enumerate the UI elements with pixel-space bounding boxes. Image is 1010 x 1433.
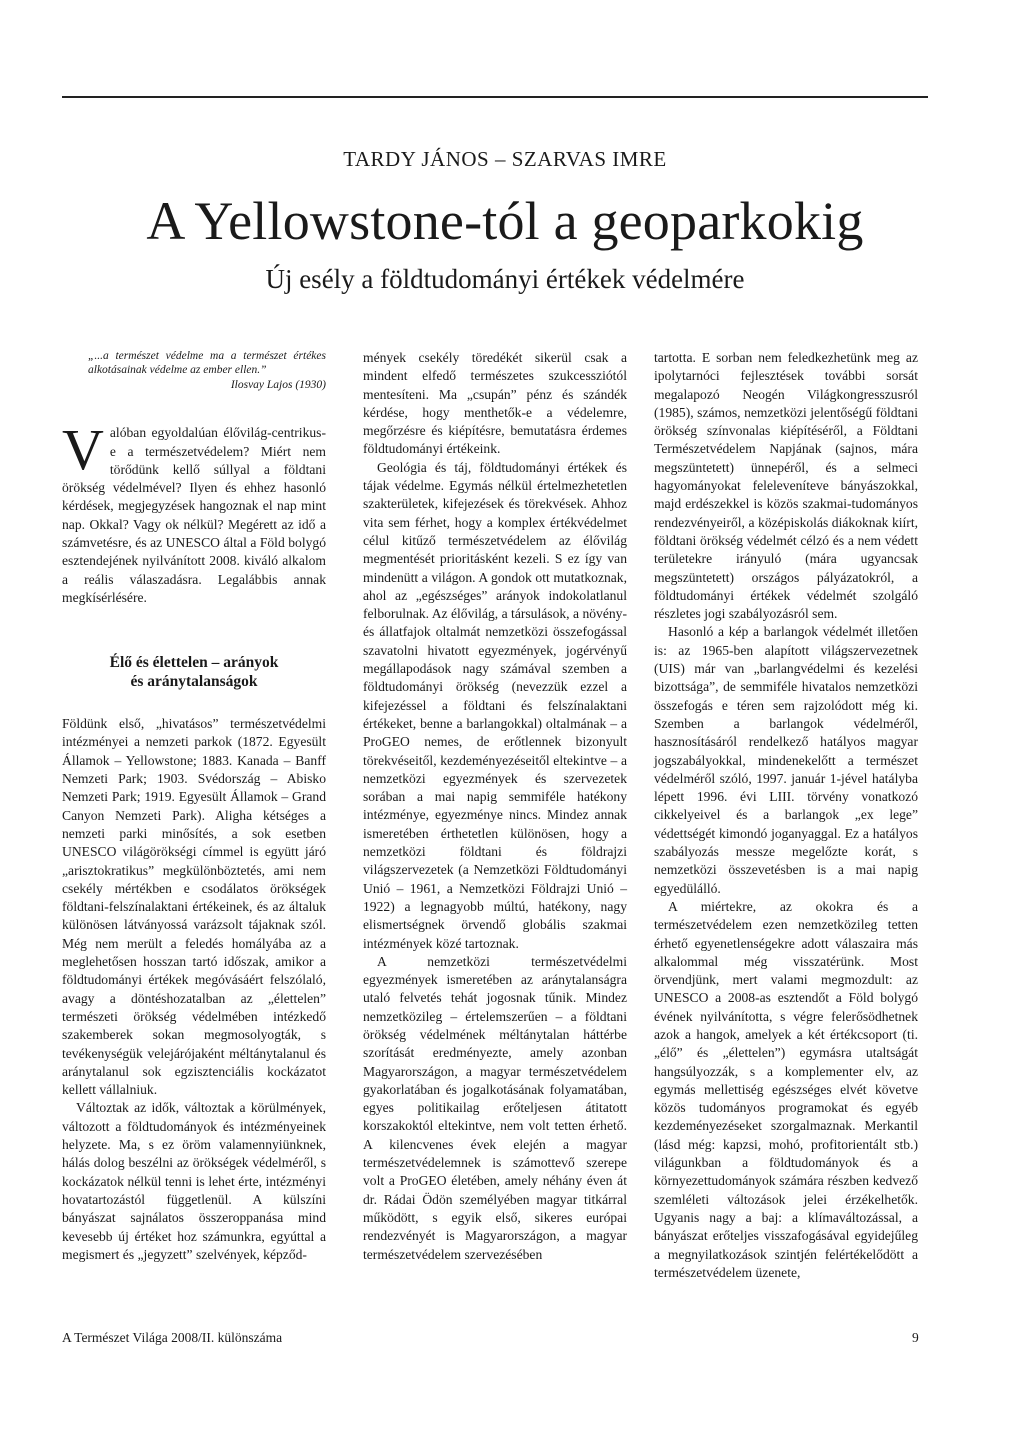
section-heading-line-1: Élő és élettelen – arányok <box>109 654 279 672</box>
section-heading <box>62 653 326 691</box>
dropcap: V <box>62 417 104 483</box>
lead-paragraph <box>62 417 326 607</box>
body-paragraph: Földünk első, „hivatásos” természetvédelmi intézményei a nemzeti parkok (1872. Egyesült Államok – Yellowstone; 1883. Kanada – Banff Nemzeti Park; 1903. Svédország – Abisko Nemzeti Park; 1919. Egyesült Államok – Grand Canyon Nemzeti Park). Aligha kétséges a nemzeti parki minősítés, a sok esetben UNESCO világörökségi címmel is együtt járó „arisztokratikus” megkülönböztetés, ami nem csekély mértékben e csodálatos örökségek földtani-felszínalaktani értékeinek, és az általuk különösen látványossá varázsolt tájaknak szól. Még nem merült a feledés homályába az a meglehetősen hosszan tartó időszak, amikor a földtudományi értékek megóvásáért felszólaló, avagy a döntéshozatalban az „élettelen” természeti örökség védelmében intézkedő szakemberek sokan megmosolyogták, s tevékenységük velejárójaként méltánytalanul és aránytalanul sok egzisztenciális kockázatot kellett vállalniuk. <box>62 716 326 1098</box>
motto <box>88 349 326 392</box>
section-heading-line-2: és aránytalanságok <box>130 673 258 691</box>
body-paragraph: Geológia és táj, földtudományi értékek és tájak védelme. Egymás nélkül értelmezhetetlen szakterületek, kifejezések és törekvések. Ahhoz vita sem férhet, hogy a komplex értékvédelmet célul kitűző természetvédelem az élővilág megmentését prioritásként kezeli. S ez így van mindenütt a világon. A gondok ott mutatkoznak, ahol az „egészséges” arányok indokolatlanul felborulnak. Az élővilág, a társulások, a növény- és állatfajok oltalmát nemzetközi összefogással szavatolni hivatott egyezmények, jogérvényű megállapodások nagy számával szemben a földtudományi örökség (nevezzük ezzel a kifejezéssel a földtani és felszínalaktani értékeket, benne a barlangokkal) oltalmának – a ProGEO nemes, de erőtlennek bizonyult törekvéseitől, kezdeményezéseitől eltekintve – a nemzetközi egyezmények és szervezetek sorában a mai napig semmiféle hatékony intézménye, egyezménye nincs. Mindez annak ismeretében érthetetlen különösen, hogy a nemzetközi földtani és földrajzi világszervezetek (a Nemzetközi Földtudományi Unió – 1961, a Nemzetközi Földrajzi Unió – 1922) a legnagyobb múltú, hatékony, nagy elismertségnek örvendő globális szakmai intézmények közé tartoznak. <box>363 459 627 951</box>
motto-author: Ilosvay Lajos (1930) <box>230 378 326 391</box>
page-number: 9 <box>912 1330 919 1345</box>
motto-text: „...a természet védelme ma a természet értékes alkotásainak védelme az ember ellen.” <box>88 350 326 377</box>
body-paragraph: mények csekély töredékét sikerül csak a mindent elfedő természetes szukcessziótól mentesíteni. Ma „csupán” pénz és szándék kérdése, hogy menthetők-e a védelemre, megőrzésre és kiépítésre, bemutatásra érdemes földtudományi értékeink. <box>363 350 627 457</box>
body-paragraph: tartotta. E sorban nem feledkezhetünk meg az ipolytarnóci fejlesztések további sorsát megalapozó Neogén Világkongresszusról (1985), számos, nemzetközi jelentőségű földtani örökség színvonalas kiépítéséről, a Földtani Természetvédelem Napjának (sajnos, mára megszüntetett) ünnepéről, és a selmeci hagyományokat feleleveníteve bányászokkal, majd erdészekkel is közös szakmai-tudományos rendezvényeiről, a középiskolás diákoknak kiírt, földtani örökség védelmét célzó és a nem védett területekre irányuló (mára ugyancsak megszüntetett) országos pályázatokról, a földtudományi értékek védelmét szolgáló részletes jogi szabályozásról sem. <box>654 350 918 622</box>
column-3 <box>654 349 918 1282</box>
article-title: A Yellowstone-tól a geoparkokig <box>146 191 864 251</box>
body-paragraph: Hasonló a kép a barlangok védelmét illetően is: az 1965-ben alapított világszervezetnek (UIS) már van „barlangvédelmi és kezelési bizottsága”, de semmiféle hivatalos nemzetközi összefogás e téren sem rajzolódott még ki. Szemben a barlangok védelméről, hasznosításáról rendelkező hatályos magyar jogszabályokkal, mindenekelőtt a természet védelméről szóló, 1997. január 1-jével hatályba lépett 1996. évi LIII. törvény vonatkozó cikkelyeivel és a barlangok „ex lege” védettségét kimondó joganyaggal. Ez a hatályos szabályozás messze megelőzte korát, s nemzetközi összevetésben is a mai napig egyedülálló. <box>654 624 918 896</box>
article-subtitle: Új esély a földtudományi értékek védelmére <box>265 264 745 294</box>
column-2 <box>363 349 627 1264</box>
body-paragraph: A miértekre, az okokra és a természetvédelem ezen nemzetközileg tetten érhető egyenetlenségekre adott válaszaira más alkalommal még visszatérünk. Most örvendjünk, mert valami megmozdult: az UNESCO a 2008-as esztendőt a Föld bolygó évének nyilvánította, s végre felerősödhetnek azok a hangok, amelyek a két értékcsoport (ti. „élő” és „élettelen”) egymásra utaltságát hangsúlyozzák, s a komplementer elv, az egymás mellettiség egészséges elvét követve közös tudományos programokat és egyéb kezdeményezéseket szorgalmaznak. Merkantil (lásd még: kapzsi, mohó, profitorientált stb.) világunkban a földtudományok és a környezettudományok számára részben kedvező szemléleti változások jelei érzékelhetők. Ugyanis nagy a baj: a klímaváltozással, a bányászat erőteljes visszafogásával egyidejűleg a megnyilatkozások szintjén felértékelődött a természetvédelem üzenete, <box>654 898 918 1280</box>
body-paragraph: Változtak az idők, változtak a körülmények, változott a földtudományok és intézményeinek helyzete. Ma, s ez öröm valamennyiünknek, hálás dolog beszélni az örökségek védelméről, s kockázatok nélkül tenni is lehet érte, intézményi hovatartozástól függetlenül. A külszíni bányászat sajnálatos összeroppanása mind kevesebb új értéket hoz számunkra, egyúttal a megismert és „jegyzett” szelvények, képződ- <box>62 1100 326 1262</box>
lead-text: alóban egyoldalúan élővilág-centrikus-e a természetvédelem? Miért nem törődünk kellő súllyal a földtani örökség védelmével? Ilyen és ehhez hasonló kérdések, megjegyzések hangoznak el nap mint nap. Okkal? Vagy ok nélkül? Megérett az idő a számvetésre, és az UNESCO által a Föld bolygó esztendejének nyilvánított 2008. kiváló alkalom a reális válaszadásra. Legalábbis annak megkísérlésére. <box>62 425 326 605</box>
body-paragraph: A nemzetközi természetvédelmi egyezmények ismeretében az aránytalanságra utaló felvetés tehát jogosnak tűnik. Mindez nemzetközileg – értelemszerűen – a földtani örökség védelmének méltánytalan háttérbe szorítását eredményezte, amely azonban Magyarországon, a magyar természetvédelem gyakorlatában és jogalkotásának folyamatában, egyes politikailag erőteljesen átitatott korszakoktól eltekintve, nem volt tetten érhető. A kilencvenes évek elején a magyar természetvédelemnek is számottevő szerepe volt a ProGEO életében, amely néhány éven át dr. Rádai Ödön személyében magyar titkárral működött, s egyik első, sikeres európai rendezvényét is Magyarországon, a magyar természetvédelem szervezésében <box>363 953 627 1262</box>
header-rule <box>62 96 928 98</box>
column-1 <box>62 349 326 1264</box>
footer-journal: A Természet Világa 2008/II. különszáma <box>62 1330 283 1345</box>
article-authors: TARDY JÁNOS – SZARVAS IMRE <box>343 147 667 171</box>
